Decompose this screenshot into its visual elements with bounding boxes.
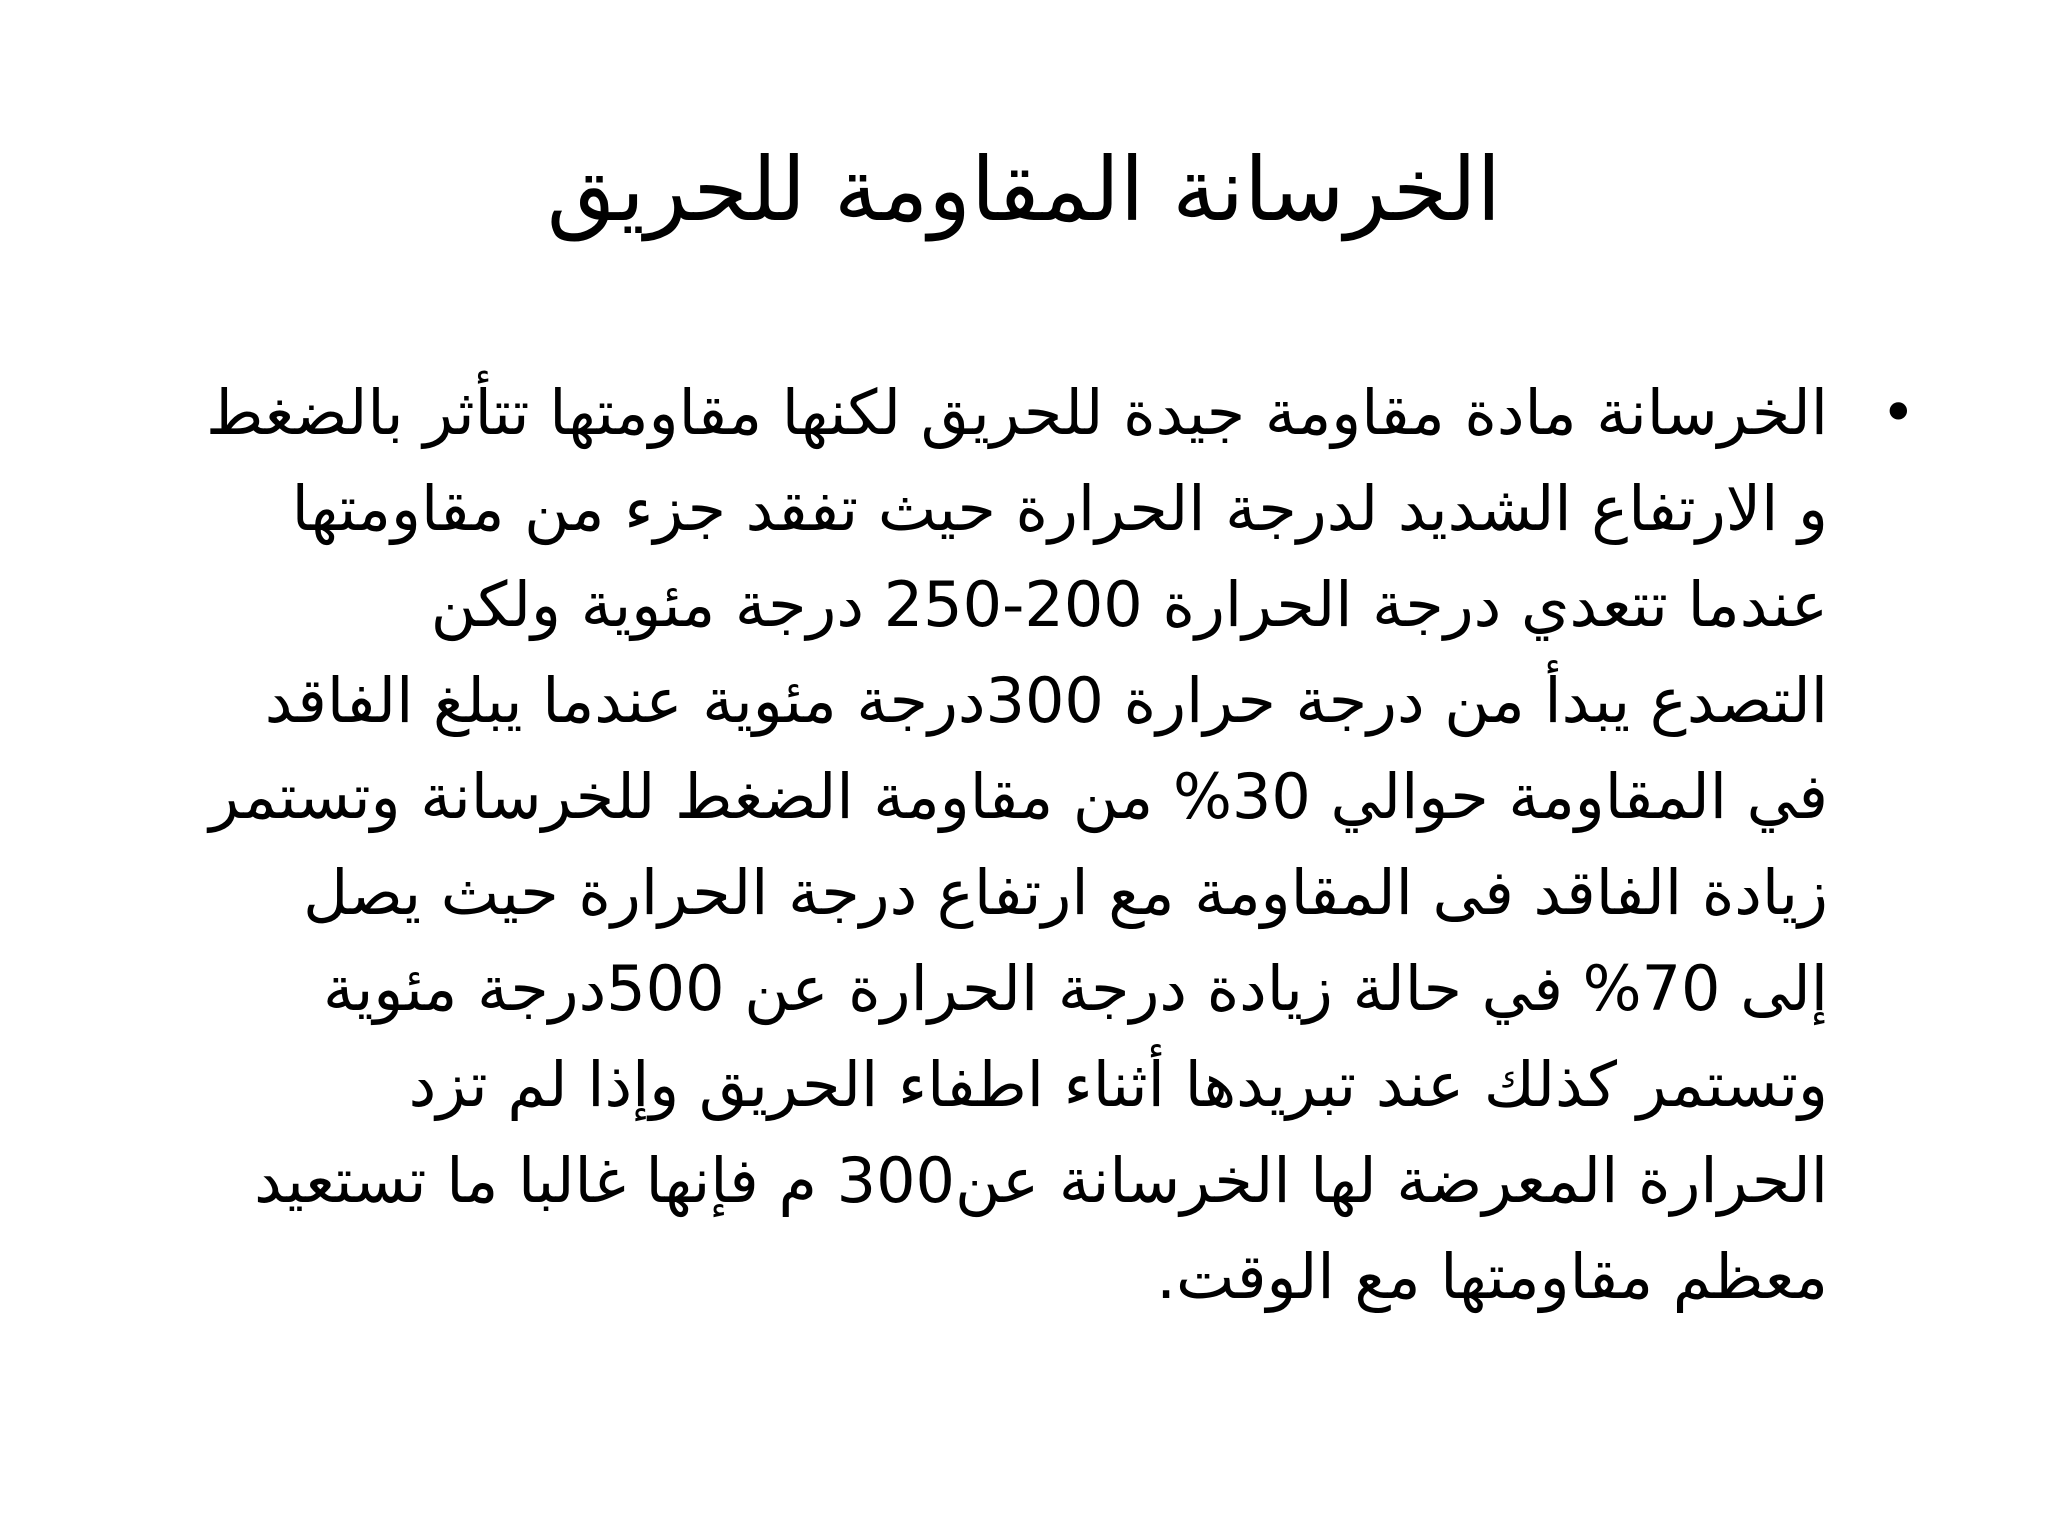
- bullet-text-line: في المقاومة حوالي 30% من مقاومة الضغط للخرسانة وتستمر: [209, 760, 1828, 833]
- bullet-list: [83, 365, 1958, 1325]
- bullet-text-line: الخرسانة مادة مقاومة جيدة للحريق لكنها مقاومتها تتأثر بالضغط: [205, 376, 1828, 449]
- bullet-text-line: الحرارة المعرضة لها الخرسانة عن300 م فإنها غالبا ما تستعيد: [254, 1144, 1828, 1217]
- slide-title: الخرسانة المقاومة للحريق: [546, 138, 1502, 241]
- bullet-item: [83, 365, 1958, 1325]
- bullet-text-line: التصدع يبدأ من درجة حرارة 300درجة مئوية عندما يبلغ الفاقد: [264, 664, 1828, 737]
- bullet-text-line: إلى 70% في حالة زيادة درجة الحرارة عن 500درجة مئوية: [322, 952, 1828, 1025]
- bullet-text-line: وتستمر كذلك عند تبريدها أثناء اطفاء الحريق وإذا لم تزد: [408, 1048, 1828, 1121]
- bullet-dot-icon: •: [1880, 378, 1916, 448]
- bullet-text-line: زيادة الفاقد فى المقاومة مع ارتفاع درجة الحرارة حيث يصل: [303, 856, 1828, 929]
- bullet-text-line: و الارتفاع الشديد لدرجة الحرارة حيث تفقد جزء من مقاومتها: [291, 472, 1828, 545]
- bullet-text-line: عندما تتعدي درجة الحرارة 200-250 درجة مئوية ولكن: [430, 568, 1828, 641]
- bullet-text-line: معظم مقاومتها مع الوقت.: [1156, 1240, 1828, 1313]
